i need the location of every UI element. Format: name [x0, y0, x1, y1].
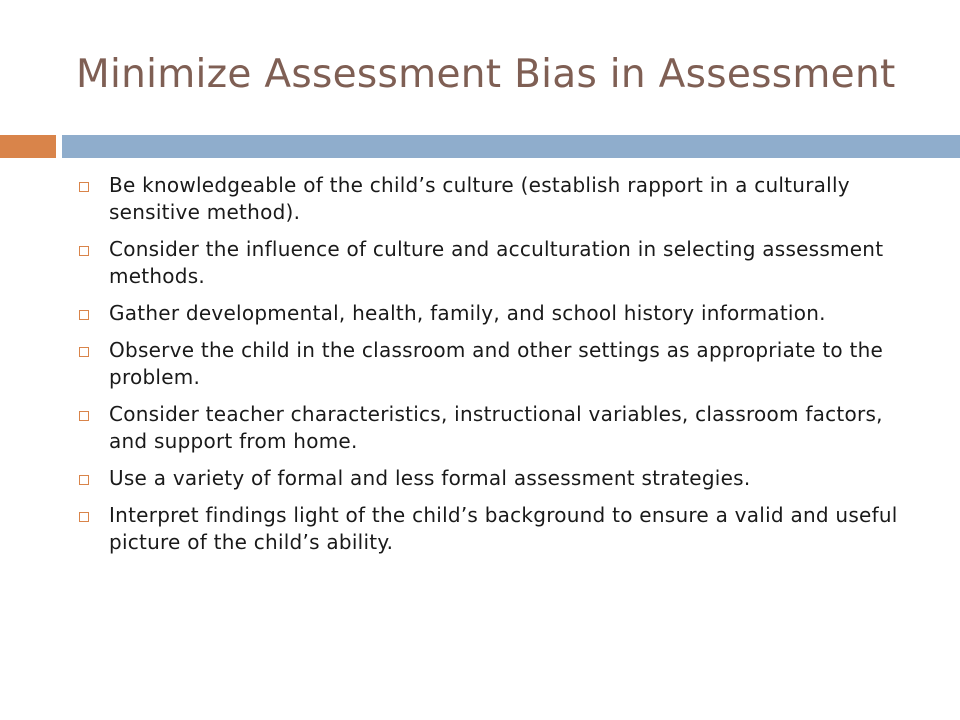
bullet-item — [78, 172, 908, 226]
slide-title: Minimize Assessment Bias in Assessment — [76, 52, 896, 97]
hollow-square-bullet-icon — [79, 411, 89, 421]
bullet-item — [78, 236, 908, 290]
bullet-text: Observe the child in the classroom and other settings as appropriate to the problem. — [109, 338, 884, 389]
title-accent-bar-orange — [0, 135, 56, 158]
title-accent-bar-blue — [62, 135, 960, 158]
hollow-square-bullet-icon — [79, 512, 89, 522]
bullet-item — [78, 401, 908, 455]
hollow-square-bullet-icon — [79, 475, 89, 485]
bullet-item — [78, 502, 908, 556]
hollow-square-bullet-icon — [79, 182, 89, 192]
bullet-text: Consider the influence of culture and acculturation in selecting assessment methods. — [109, 237, 884, 288]
hollow-square-bullet-icon — [79, 310, 89, 320]
bullet-item — [78, 465, 908, 492]
bullet-text: Interpret findings light of the child’s background to ensure a valid and useful picture of the child’s ability. — [109, 503, 898, 554]
bullet-text: Gather developmental, health, family, and school history information. — [109, 301, 826, 325]
bullet-list — [78, 172, 908, 566]
hollow-square-bullet-icon — [79, 347, 89, 357]
hollow-square-bullet-icon — [79, 246, 89, 256]
bullet-text: Use a variety of formal and less formal assessment strategies. — [109, 466, 751, 490]
bullet-text: Consider teacher characteristics, instructional variables, classroom factors, and support from home. — [109, 402, 883, 453]
bullet-text: Be knowledgeable of the child’s culture (establish rapport in a culturally sensitive method). — [109, 173, 850, 224]
bullet-item — [78, 300, 908, 327]
bullet-item — [78, 337, 908, 391]
